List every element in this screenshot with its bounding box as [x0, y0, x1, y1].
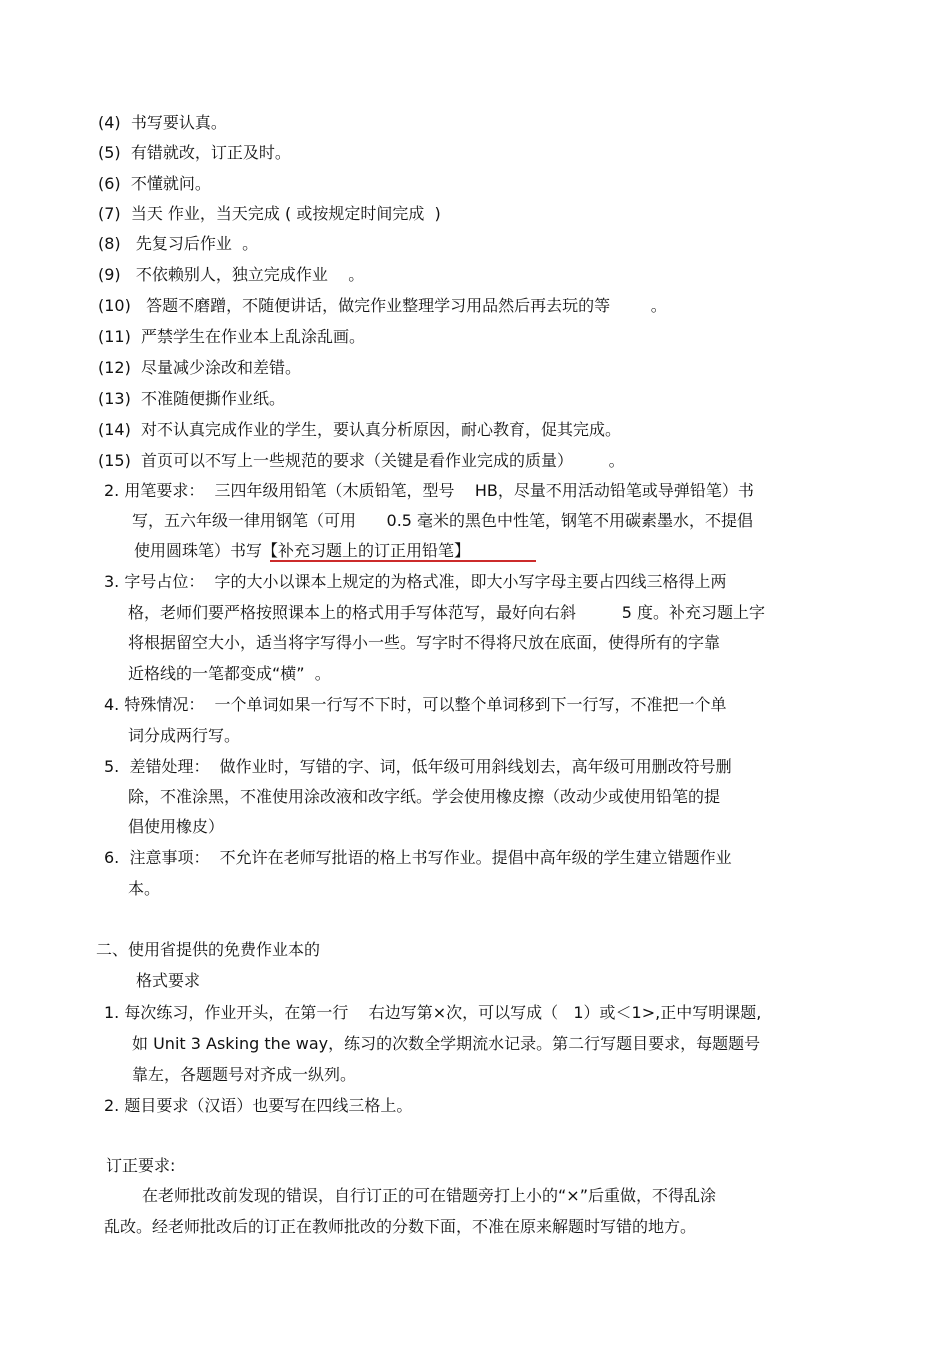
special-case-line-1: 4. 特殊情况： 一个单词如果一行写不下时，可以整个单词移到下一行写，不准把一个单 [104, 695, 727, 714]
item-number: (7) [98, 204, 121, 223]
list-item [98, 174, 211, 194]
list-item [98, 143, 291, 163]
item-number: (13) [98, 389, 131, 408]
font-size-line-3: 将根据留空大小，适当将字写得小一些。写字时不得将尺放在底面，使得所有的字靠 [128, 633, 721, 652]
list-item [98, 327, 365, 347]
item-number: (9) [98, 265, 121, 284]
format-item-1-line-2: 如 Unit 3 Asking the way，练习的次数全学期流水记录。第二行写题目要求，每题题号 [132, 1034, 761, 1053]
format-item-2: 2. 题目要求（汉语）也要写在四线三格上。 [104, 1096, 413, 1115]
correction-paragraph-line-2: 乱改。经老师批改后的订正在教师批改的分数下面，不准在原来解题时写错的地方。 [104, 1217, 697, 1236]
list-item [98, 113, 227, 133]
item-text: 当天 作业，当天完成 ( 或按规定时间完成 ) [130, 204, 441, 223]
item-text: 不依赖别人，独立完成作业 。 [130, 265, 365, 284]
pen-requirement-line-2: 写，五六年级一律用钢笔（可用 0.5 毫米的黑色中性笔，钢笔不用碳素墨水，不提倡 [132, 511, 754, 530]
list-item [98, 451, 625, 471]
item-number: (10) [98, 296, 131, 315]
font-size-line-1: 3. 字号占位： 字的大小以课本上规定的为格式准，即大小写字母主要占四线三格得上两 [104, 572, 727, 591]
item-number: (15) [98, 451, 131, 470]
section-heading: 二、使用省提供的免费作业本的 [96, 940, 321, 959]
list-item [98, 265, 364, 285]
format-item-1-line-3: 靠左，各题题号对齐成一纵列。 [132, 1065, 357, 1084]
error-handling-line-2: 除，不准涂黑，不准使用涂改液和改字纸。学会使用橡皮擦（改动少或使用铅笔的提 [128, 787, 721, 806]
item-text: 不懂就问。 [130, 174, 211, 193]
item-text: 尽量减少涂改和差错。 [141, 358, 302, 377]
correction-paragraph-line-1: 在老师批改前发现的错误，自行订正的可在错题旁打上小的“×”后重做，不得乱涂 [142, 1186, 716, 1205]
item-number: (12) [98, 358, 131, 377]
correction-heading: 订正要求: [106, 1156, 176, 1175]
red-underline [270, 560, 536, 562]
notes-line-2: 本。 [128, 879, 161, 898]
format-item-1-line-1: 1. 每次练习，作业开头，在第一行 右边写第×次，可以写成（ 1）或＜1>,正中写明课题, [104, 1003, 762, 1022]
notes-line-1: 6. 注意事项： 不允许在老师写批语的格上书写作业。提倡中高年级的学生建立错题作业 [104, 848, 732, 867]
item-text: 对不认真完成作业的学生，要认真分析原因，耐心教育，促其完成。 [141, 420, 622, 439]
error-handling-line-3: 倡使用橡皮） [128, 817, 225, 836]
item-text: 不准随便撕作业纸。 [141, 389, 286, 408]
list-item [98, 358, 301, 378]
font-size-line-2: 格，老师们要严格按照课本上的格式用手写体范写，最好向右斜 5 度。补充习题上字 [128, 603, 766, 622]
item-text: 书写要认真。 [130, 113, 227, 132]
pen-requirement-line-3 [134, 541, 470, 561]
pen-requirement-text: 使用圆珠笔）书写 [134, 541, 263, 560]
list-item [98, 234, 258, 254]
item-number: (11) [98, 327, 131, 346]
list-item [98, 296, 667, 316]
item-text: 答题不磨蹭，不随便讲话，做完作业整理学习用品然后再去玩的等 。 [141, 296, 667, 315]
list-item [98, 204, 441, 224]
item-number: (6) [98, 174, 121, 193]
error-handling-line-1: 5. 差错处理： 做作业时，写错的字、词，低年级可用斜线划去，高年级可用删改符号删 [104, 757, 732, 776]
highlighted-note: 【补充习题上的订正用铅笔】 [262, 541, 471, 560]
item-text: 首页可以不写上一些规范的要求（关键是看作业完成的质量） 。 [141, 451, 625, 470]
section-subheading: 格式要求 [136, 971, 201, 990]
special-case-line-2: 词分成两行写。 [128, 726, 241, 745]
pen-requirement-line-1: 2. 用笔要求： 三四年级用铅笔（木质铅笔，型号 HB，尽量不用活动铅笔或导弹铅笔）书 [104, 481, 754, 500]
item-number: (8) [98, 234, 121, 253]
item-text: 有错就改，订正及时。 [130, 143, 291, 162]
list-item [98, 389, 285, 409]
item-text: 严禁学生在作业本上乱涂乱画。 [141, 327, 366, 346]
item-number: (4) [98, 113, 121, 132]
item-number: (14) [98, 420, 131, 439]
font-size-line-4: 近格线的一笔都变成“横” 。 [128, 664, 331, 683]
item-number: (5) [98, 143, 121, 162]
list-item [98, 420, 621, 440]
item-text: 先复习后作业 。 [130, 234, 259, 253]
